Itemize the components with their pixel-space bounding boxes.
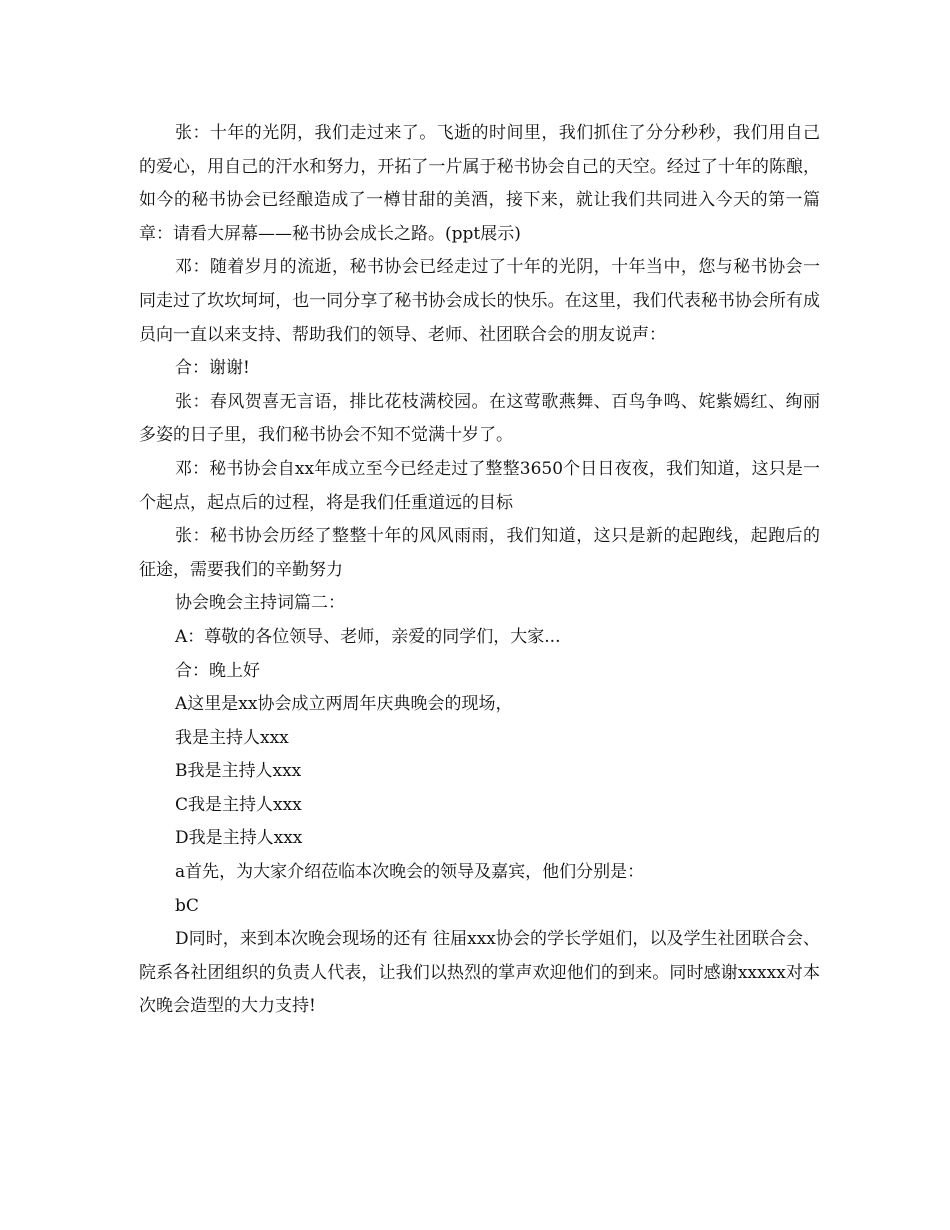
paragraph-he-2: 合：晚上好 — [175, 660, 260, 681]
paragraph-b-host: B我是主持人xxx — [175, 761, 302, 782]
paragraph-zhang-1: 张：十年的光阴，我们走过来了。飞逝的时间里，我们抓住了分分秒秒，我们用自己的爱心，用自己的汗水和努力，开拓了一片属于秘书协会自己的天空。经过了十年的陈酿，如今的秘书协会已经酿造成了一樽甘甜的美酒，接下来，就让我们共同进入今天的第一篇章：请看大屏幕——秘书协会成长之路。(ppt展示) — [139, 123, 820, 244]
paragraph-a-guests: a首先，为大家介绍莅临本次晚会的领导及嘉宾，他们分别是： — [175, 862, 645, 883]
paragraph-a-1: A：尊敬的各位领导、老师，亲爱的同学们，大家... — [175, 626, 561, 647]
paragraph-d-host: D我是主持人xxx — [175, 828, 303, 849]
paragraph-d-guests: D同时，来到本次晚会现场的还有 往届xxx协会的学长学姐们，以及学生社团联合会、院系各社团组织的负责人代表，让我们以热烈的掌声欢迎他们的到来。同时感谢xxxxx对本次晚会造型的大力支持! — [139, 929, 820, 1017]
paragraph-deng-2: 邓：秘书协会自xx年成立至今已经走过了整整3650个日日夜夜，我们知道，这只是一个起点，起点后的过程，将是我们任重道远的目标 — [139, 458, 820, 513]
paragraph-zhang-3: 张：秘书协会历经了整整十年的风风雨雨，我们知道，这只是新的起跑线，起跑后的征途，需要我们的辛勤努力 — [139, 526, 820, 580]
section-heading: 协会晚会主持词篇二： — [175, 593, 345, 614]
paragraph-bc: bC — [175, 895, 199, 916]
paragraph-deng-1: 邓：随着岁月的流逝，秘书协会已经走过了十年的光阴，十年当中，您与秘书协会一同走过了坎坎坷坷，也一同分享了秘书协会成长的快乐。在这里，我们代表秘书协会所有成员向一直以来支持、帮助我们的领导、老师、社团联合会的朋友说声： — [139, 257, 820, 345]
paragraph-a-2: A这里是xx协会成立两周年庆典晚会的现场， — [175, 694, 513, 715]
paragraph-host-intro: 我是主持人xxx — [175, 727, 289, 748]
paragraph-c-host: C我是主持人xxx — [175, 794, 302, 815]
paragraph-he-1: 合：谢谢! — [175, 358, 250, 379]
paragraph-zhang-2: 张：春风贺喜无言语，排比花枝满校园。在这莺歌燕舞、百鸟争鸣、姹紫嫣红、绚丽多姿的日子里，我们秘书协会不知不觉满十岁了。 — [139, 391, 820, 446]
